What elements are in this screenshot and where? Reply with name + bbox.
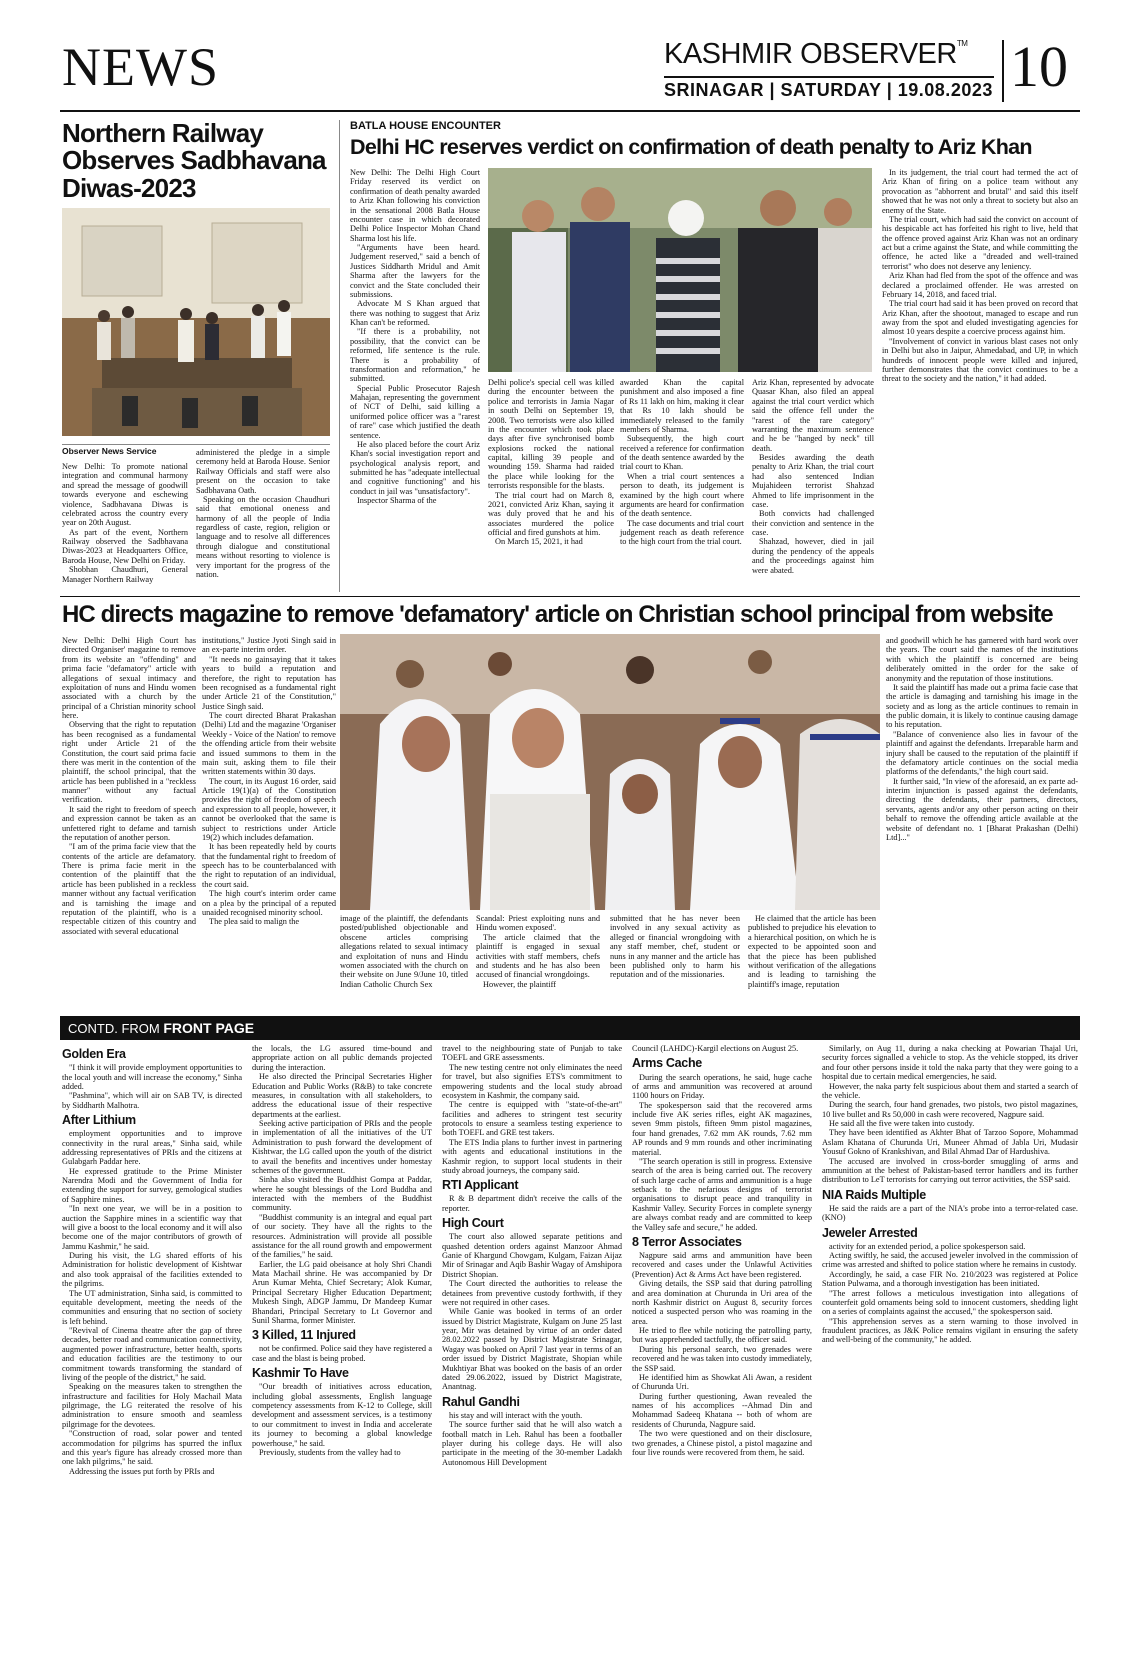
contd-subhead: Rahul Gandhi xyxy=(442,1394,520,1409)
column-divider xyxy=(339,120,340,592)
ariz-khan-escorted-photo xyxy=(488,168,872,372)
paragraph: New Delhi: To promote national integration and communal harmony and spread the message of goodwill towards everyone and eschewing violence, Sadbhavana Diwas is celebrated across the country every year on 20th August. xyxy=(62,462,188,528)
paragraph: "Our breadth of initiatives across education, including global assessments, English language competency assessments from K-12 to College, skill development and assessment services, is a testimony to our commitment to invest in India and accelerate its journey to becoming a global knowledge powerhouse," he said. xyxy=(252,1382,432,1448)
contd-subhead: Kashmir To Have xyxy=(252,1366,349,1381)
nuns-praying-photo xyxy=(340,634,880,910)
story2-column-5 xyxy=(882,168,1078,590)
paragraph: During his visit, the LG shared efforts of his Administration for holistic development of Kishtwar and also took appraisal of the facilities extended to the pilgrims. xyxy=(62,1251,242,1289)
paragraph: Addressing the issues put forth by PRIs and xyxy=(69,1466,215,1476)
dateline: SRINAGAR | SATURDAY | 19.08.2023 xyxy=(664,80,993,100)
contd-subhead: RTI Applicant xyxy=(442,1178,519,1193)
paragraph: The accused are involved in cross-border smuggling of arms and ammunition at the behest of Pakistan-based terror handlers and its further distribution to LeT terrorists for carrying out terror activities, the SSP said. xyxy=(822,1156,1078,1185)
paragraph: Advocate M S Khan argued that there was nothing to suggest that Ariz Khan can't be reformed. xyxy=(350,299,480,327)
paragraph: New Delhi: The Delhi High Court Friday reserved its verdict on confirmation of death penalty awarded to Ariz Khan following his conviction in the sensational 2008 Batla House encounter case in which decorated Delhi Police Inspector Mohan Chand Sharma lost his life. xyxy=(350,168,480,243)
paragraph: He also directed the Principal Secretaries Higher Education and Public Works (R&B) to take concrete measures, in consultation with all stakeholders, to address the educational issue of their respective departments at the earliest. xyxy=(252,1072,432,1119)
paragraph: his stay and will interact with the youth. xyxy=(449,1410,583,1420)
paragraph: He identified him as Showkat Ali Awan, a resident of Churunda Uri. xyxy=(632,1372,812,1392)
paragraph: When a trial court sentences a person to death, its judgement is examined by the high court where arguments are heard for confirmation of the death sentence. xyxy=(620,471,744,519)
paragraph: "Buddhist community is an integral and equal part of our society. They have all the rights to the resources. Administration will provide all possible assistance for the all round growth and empowerment of the families," he said. xyxy=(252,1212,432,1260)
paragraph: The article claimed that the plaintiff is engaged in sexual activities with staff members, chefs and students and he has also been accused of financial wrongdoings. xyxy=(476,932,600,980)
paragraph: Acting swiftly, he said, the accused jeweler involved in the commission of crime was arrested and shifted to police station where he remains in custody. xyxy=(822,1251,1078,1270)
paragraph: The source further said that he will also watch a football match in Leh. Rahul has been a footballer player during his college days. He will also participate in the meeting of the 30-member Ladakh Autonomous Hill Development xyxy=(442,1420,622,1467)
paragraph: institutions," Justice Jyoti Singh said in an ex-parte interim order. xyxy=(202,636,336,655)
contd-column-2 xyxy=(252,1044,432,1664)
contd-subhead: 3 Killed, 11 Injured xyxy=(252,1328,356,1343)
paragraph: It said the right to freedom of speech and expression cannot be taken as an unfettered right to defame and tarnish the reputation of another person. xyxy=(62,804,196,842)
story1-column-1 xyxy=(62,462,188,590)
paragraph: The spokesperson said that the recovered arms include five AK series rifles, eight AK magazines, seven 9mm pistols, fifteen 9mm pistol magazines, four hand grenades, 7.62 mm AK rounds, 7.62 mm AP rounds and 9 mm rounds and other incriminating material. xyxy=(632,1100,812,1157)
paragraph: Special Public Prosecutor Rajesh Mahajan, representing the government of NCT of Delhi, said killing a uniformed police officer was a "rarest of rare" case which justified the death sentence. xyxy=(350,383,480,440)
paragraph: "The arrest follows a meticulous investigation into allegations of counterfeit gold ornaments being sold to innocent customers, shedding light on a series of complaints against the accused," the spokesperson said. xyxy=(822,1288,1078,1317)
paragraph: The case documents and trial court judgement reach as death reference to the high court from the trial court. xyxy=(620,518,744,547)
paragraph: The Court directed the authorities to release the detainees from preventive custody forthwith, if they were not required in other cases. xyxy=(442,1279,622,1307)
paragraph: Speaking on the occasion Chaudhuri said that emotional oneness and harmony of all the people of India regardless of caste, region, religion or language and to resolve all differences through dialogue and constitutional means without resorting to violence is very important for the progress of the nation. xyxy=(196,494,330,579)
paragraph: travel to the neighbouring state of Punjab to take TOEFL and GRE assessments. xyxy=(442,1044,622,1063)
paragraph: Seeking active participation of PRIs and the people in implementation of all the initiatives of the UT Administration to push forward the development of Kishtwar, the LG called upon the youth of the district to avail the benefits and incentives under homestay schemes of the government. xyxy=(252,1119,432,1175)
paragraph: The trial court had on March 8, 2021, convicted Ariz Khan, saying it was duly proved that he and his associates murdered the police official and fired gunshots at him. xyxy=(488,490,614,537)
paragraph: not be confirmed. Police said they have registered a case and the blast is being probed. xyxy=(252,1344,432,1363)
paragraph: During the search, four hand grenades, two pistols, two pistol magazines, 10 live bullet and Rs 50,000 in cash were recovered, Nagpure said. xyxy=(822,1100,1078,1119)
paragraph: Delhi police's special cell was killed during the encounter between the police and terrorists in Jamia Nagar in south Delhi on September 19, 2008. Two terrorists were also killed in the encounter which took place days after five synchronised bomb explosions rocked the national capital, killing 39 people and wounding 159. Sharma had raided the place while looking for the terrorists responsible for the blasts. xyxy=(488,378,614,491)
newspaper-brand xyxy=(664,40,998,69)
paragraph: The trial court had said it has been proved on record that Ariz Khan, after the shootout, managed to escape and run away from the spot and eluded investigating agencies for almost 10 years despite a coercive process against him. xyxy=(882,299,1078,337)
story3-column-5b xyxy=(748,914,876,1010)
paragraph: "Balance of convenience also lies in favour of the plaintiff and against the defendants. Irreparable harm and injury shall be caused to the reputation of the plaintiff if the defamatory article continues on the social media platforms of the defendants," the high court said. xyxy=(886,729,1078,777)
paragraph: As part of the event, Northern Railway observed the Sadbhavana Diwas-2023 at Headquarters Office, Baroda House, New Delhi on Friday. xyxy=(62,527,188,565)
paragraph: image of the plaintiff, the defendants posted/published objectionable and obscene articles comprising allegations related to sexual intimacy and exploitation of nuns and Hindu women associated with the church on their website on June 9/June 10, titled Indian Catholic Church Sex xyxy=(340,914,468,989)
paragraph: The court, in its August 16 order, said Article 19(1)(a) of the Constitution provides the right of freedom of speech and expression to all people, however, it cannot be overlooked that the same is subject to restrictions under Article 19(2) which includes defamation. xyxy=(202,776,336,842)
paragraph: However, the plaintiff xyxy=(483,979,557,989)
paragraph: While Ganie was booked in terms of an order issued by District Magistrate, Kulgam on June 25 last year, Mir was detained by virtue of an order dated 28.02.2022 passed by District Magistrate Srinagar, Wagay was booked on April 7 last year in terms of an order issued by District Magistrate, Shopian while Mukhtiyar Bhat was booked on the basis of an order dated 29.06.2022, issued by District Magistrate, Anantnag. xyxy=(442,1307,622,1392)
paragraph: He expressed gratitude to the Prime Minister Narendra Modi and the Government of India for extending the support for survey, gemological studies of Sapphire mines. xyxy=(62,1166,242,1204)
paragraph: Speaking on the measures taken to strengthen the infrastructure and facilities for Holy Machail Mata pilgrimage, the LG reiterated the resolve of his administration to ensure smooth and seamless pilgrimage for the devotees. xyxy=(62,1382,242,1429)
paragraph: Shahzad, however, died in jail during the pendency of the appeals and the proceedings against him were abated. xyxy=(752,537,874,575)
paragraph: The court also allowed separate petitions and quashed detention orders against Manzoor Ahmad Ganie of Khargund Chowgam, Kulgam, Faizan Aijaz Mir of Srinagar and Aqib Bashir Wagay of Amshipora District Shopian. xyxy=(442,1232,622,1279)
paragraph: Earlier, the LG paid obeisance at holy Shri Chandi Mata Machail shrine. He was accompanied by Dr Arun Kumar Mehta, Chief Secretary; Alok Kumar, Principal Secretary Higher Education Department; Mukesh Singh, ADGP Jammu, Dr Mandeep Kumar Bhandari, Principal Secretary to Lt Governor and Sunil Sharma, former Minister. xyxy=(252,1259,432,1325)
paragraph: He said the raids are a part of the NIA's probe into a terror-related case. (KNO) xyxy=(822,1203,1078,1223)
contd-column-4 xyxy=(632,1044,812,1664)
paragraph: "Involvement of convict in various blast cases not only in Delhi but also in Jaipur, Ahmedabad, and UP, in which hundreds of innocent people were killed and injured, further demonstrates that the convict continues to be a threat to the society and the nation," it had added. xyxy=(882,336,1078,384)
paragraph: "This apprehension serves as a stern warning to those involved in fraudulent practices, as J&K Police remains vigilant in ensuring the safety and well-being of the community," he added. xyxy=(822,1316,1078,1345)
paragraph: He tried to flee while noticing the patrolling party, but was apprehended tactfully, the officer said. xyxy=(632,1326,812,1345)
paragraph: "Pashmina", which will air on SAB TV, is directed by Siddharth Malhotra. xyxy=(62,1091,242,1110)
paragraph: R & B department didn't receive the calls of the reporter. xyxy=(442,1194,622,1213)
paragraph: The centre is equipped with "state-of-the-art" facilities and adheres to stringent test security protocols to ensure a seamless testing experience to both TOEFL and GRE test takers. xyxy=(442,1100,622,1138)
paragraph: New Delhi: Delhi High Court has directed Organiser' magazine to remove from its website an "offending" and prima facie "defamatory" article with allegations of sexual intimacy and exploitation of nuns and Hindu women associated with a church by the principal of a Christian minority school here. xyxy=(62,636,196,720)
paragraph: The high court's interim order came on a plea by the principal of a reputed unaided recognised minority school. xyxy=(202,889,336,917)
contd-subhead: NIA Raids Multiple xyxy=(822,1187,926,1202)
paragraph: Nagpure said arms and ammunition have been recovered and cases under the Unlawful Activities (Prevention) Act & Arms Act have been registered. xyxy=(632,1251,812,1279)
paragraph: He claimed that the article has been published to prejudice his elevation to a hierarchical position, on which he is expected to be appointed soon and that the piece has been published without verification of the allegations and is leading to tarnishing the plaintiff's image, reputation xyxy=(748,914,876,989)
contd-prefix: CONTD. FROM xyxy=(68,1021,160,1036)
paragraph: submitted that he has never been involved in any sexual activity as alleged or financial wrongdoing with any staff member, chef, student or nuns in any manner and the article has been published only to harm his reputation and of the missionaries. xyxy=(610,914,740,980)
paragraph: They have been identified as Akhter Bhat of Tarzoo Sopore, Mohammad Aslam Khatana of Churunda Uri, Muneer Ahmad of Jabla Uri, Mudasir Yousuf Gokno of Krankshivan, and Bilal Ahmad Dar of Hardushiva. xyxy=(822,1128,1078,1157)
paragraph: The court directed Bharat Prakashan (Delhi) Ltd and the magazine 'Organiser Weekly - Voice of the Nation' to remove the offending article from their website and issued summons to them in the main suit, asking them to file their written statements within 30 days. xyxy=(202,711,336,777)
page-number: 10 xyxy=(1010,34,1068,99)
brand-rule xyxy=(664,76,994,78)
contd-subhead: High Court xyxy=(442,1216,504,1231)
paragraph: During further questioning, Awan revealed the names of his accomplices --Ahmad Din and Mohammad Sadeeq Khatana -- both of whom are residents of Churunda, Nagpure said. xyxy=(632,1391,812,1429)
story3-column-4b xyxy=(610,914,740,1010)
paragraph: However, the naka party felt suspicious about them and started a search of the vehicle. xyxy=(822,1081,1078,1100)
paragraph: Ariz Khan, represented by advocate Quasar Khan, also filed an appeal against the trial court verdict which said the offence fell under the "rarest of the rare category" warranting the maximum sentence and he be "hanged by neck" till death. xyxy=(752,378,874,453)
paragraph: Council (LAHDC)-Kargil elections on August 25. xyxy=(632,1044,799,1053)
section-label: NEWS xyxy=(62,37,219,97)
story2-column-3 xyxy=(620,378,744,590)
paragraph: "It needs no gainsaying that it takes years to build a reputation and therefore, the right to reputation has been recognised as a fundamental right under Article 21 of the Constitution," Justice Singh said. xyxy=(202,654,336,711)
paragraph: the locals, the LG assured time-bound and appropriate action on all public demands projected during the interaction. xyxy=(252,1044,432,1072)
paragraph: Shobhan Chaudhuri, General Manager Northern Railway xyxy=(62,565,188,584)
paragraph: The new testing centre not only eliminates the need for travel, but also signifies ETS's commitment to empowering students and the local study abroad ecosystem in Kashmir, the company said. xyxy=(442,1062,622,1100)
story2-column-2 xyxy=(488,378,614,590)
story3-headline: HC directs magazine to remove 'defamatory' article on Christian school principal from website xyxy=(62,601,1053,628)
paragraph: "Revival of Cinema theatre after the gap of three decades, better road and communication connectivity, augmented power infrastructure, better health, sports and education facilities are the testimony to our commitment towards transforming the standard of living of the people of the district," he said. xyxy=(62,1326,242,1382)
brand-name: KASHMIR OBSERVER xyxy=(664,38,957,70)
paragraph: Inspector Sharma of the xyxy=(357,496,437,506)
paragraph: "I think it will provide employment opportunities to the local youth and will increase the economy," Sinha added. xyxy=(62,1063,242,1091)
paragraph: and goodwill which he has garnered with hard work over the years. The court said the names of the institutions with which the plaintiff is concerned are being deliberately omitted in the order for the sake of anonymity and the reputation of those institutions. xyxy=(886,636,1078,683)
paragraph: Subsequently, the high court received a reference for confirmation of the death sentence awarded by the trial court to Khan. xyxy=(620,434,744,472)
paragraph: awarded Khan the capital punishment and also imposed a fine of Rs 11 lakh on him, making it clear that Rs 10 lakh should be immediately released to the family members of Sharma. xyxy=(620,378,744,434)
paragraph: The UT administration, Sinha said, is committed to equitable development, meeting the needs of the communities and ensuring that no section of society is left behind. xyxy=(62,1288,242,1326)
page-number-divider xyxy=(1002,40,1004,102)
paragraph: During the search operations, he said, huge cache of arms and ammunition was recovered at around 1100 hours on Friday. xyxy=(632,1072,812,1101)
story3-column-1 xyxy=(62,636,196,1010)
paragraph: Both convicts had challenged their conviction and sentence in the case. xyxy=(752,509,874,537)
paragraph: The ETS India plans to further invest in partnering with agents and educational institutions in the Kashmir region, to support local students in their study abroad journeys, the company said. xyxy=(442,1137,622,1175)
paragraph: The trial court, which had said the convict on account of his despicable act has forfeited his right to live, held that the offence proved against Ariz Khan was not an ordinary act but a crime against the State, and while committing the offence, he acted like a "dreaded and well-trained terrorist" who does not deserve any leniency. xyxy=(882,214,1078,271)
paragraph: Scandal: Priest exploiting nuns and Hindu women exposed'. xyxy=(476,914,600,933)
paragraph: Similarly, on Aug 11, during a naka checking at Powarian Thajal Uri, security forces signalled a vehicle to stop. As the vehicle stopped, its driver and four other persons inside it told the naka party that they were going to a hospital due to certain medical emergencies, he said. xyxy=(822,1044,1078,1082)
story2-column-1 xyxy=(350,168,480,590)
story1-byline: Observer News Service xyxy=(62,446,157,456)
story1-rule xyxy=(62,444,330,445)
contd-subhead: Arms Cache xyxy=(632,1056,702,1071)
story3-column-2b xyxy=(340,914,468,1010)
paragraph: "I am of the prima facie view that the contents of the article are defamatory. There is prima facie merit in the contention of the plaintiff that the article has been published in a reckless manner without any factual verification and is tarnishing the image and reputation of the plaintiff, who is a respectable citizen of this country and associated with several educational xyxy=(62,842,196,936)
contd-banner-text xyxy=(68,1020,254,1036)
story3-column-6 xyxy=(886,636,1078,1010)
paragraph: "The search operation is still in progress. Extensive search of the area is being carried out. The recovery of such large cache of arms and ammunition is a huge setback to the nefarious designs of terrorist organisations to disrupt peace and tranquility in Kashmir Valley. Security Forces in complete synergy are always combat ready and are committed to keep the Valley safe and secure," he added. xyxy=(632,1156,812,1232)
railway-pledge-ceremony-photo xyxy=(62,208,330,436)
story1-headline: Northern Railway Observes Sadbhavana Diwas-2023 xyxy=(62,118,326,203)
paragraph: "If there is a probability, not possibility, that the convict can be reformed, life sentence is the rule. There is a probability of transformation and reformation," he submitted. xyxy=(350,327,480,384)
paragraph: In its judgement, the trial court had termed the act of Ariz Khan of firing on a police team without any provocation as "abhorrent and brutal" and said this itself showed that he was not only a threat to society but also an enemy of the State. xyxy=(882,168,1078,215)
story3-column-2a xyxy=(202,636,336,927)
story2-headline: Delhi HC reserves verdict on confirmation of death penalty to Ariz Khan xyxy=(350,135,1032,159)
contd-label: FRONT PAGE xyxy=(163,1020,255,1036)
story1-column-2 xyxy=(196,448,330,590)
contd-subhead: Golden Era xyxy=(62,1047,126,1061)
paragraph: administered the pledge in a simple ceremony held at Baroda House. Senior Railway Officials and staff were also present on the occasion to take Sadbhavana Oath. xyxy=(196,448,330,495)
contd-column-3 xyxy=(442,1044,622,1664)
contd-subhead: 8 Terror Associates xyxy=(632,1234,742,1249)
paragraph: During his personal search, two grenades were recovered and he was taken into custody immediately, the SSP said. xyxy=(632,1344,812,1373)
paragraph: "Construction of road, solar power and tented accommodation for pilgrims has spurred the influx and this year's figure has already crossed more than one lakh pilgrims," he said. xyxy=(62,1429,242,1467)
masthead-rule xyxy=(60,110,1080,112)
paragraph: employment opportunities and to improve connectivity in the rural areas," Sinha said, while addressing representatives of PRIs and the citizens at Gulabgarh Paddar here. xyxy=(62,1129,242,1167)
paragraph: Sinha also visited the Buddhist Gompa at Paddar, where he sought blessings of the Lord Buddha and interacted with the members of the Buddhist community. xyxy=(252,1175,432,1213)
contd-subhead: After Lithium xyxy=(62,1113,136,1127)
trademark-mark: TM xyxy=(956,39,968,48)
paragraph: Accordingly, he said, a case FIR No. 210/2023 was registered at Police Station Pulwama, and a thorough investigation has been initiated. xyxy=(822,1269,1078,1289)
paragraph: Giving details, the SSP said that during patrolling and area domination at Churunda in Uri area of the north Kashmir district on August 8, security forces noticed a suspected person who was roaming in the area. xyxy=(632,1279,812,1326)
paragraph: He said all the five were taken into custody. xyxy=(829,1119,975,1128)
contd-column-1 xyxy=(62,1044,242,1664)
paragraph: On March 15, 2021, it had xyxy=(495,537,583,547)
paragraph: Previously, students from the valley had to xyxy=(259,1447,401,1457)
contd-column-5 xyxy=(822,1044,1078,1664)
paragraph: It further said, "In view of the aforesaid, an ex parte ad-interim injunction is passed against the defendants, directing the defendants, their partners, directors, servants, agents and/or any other person acting on their behalf to remove the offending article available at the website of defendant no. 1 [Bharat Prakashan (Delhi) Ltd]..." xyxy=(886,776,1078,842)
paragraph: It said the plaintiff has made out a prima facie case that the article is damaging and tarnishing his image in the society and as long as the article continues to remain in the public domain, it is likely to continue causing damage to his reputation. xyxy=(886,682,1078,730)
paragraph: He also placed before the court Ariz Khan's social investigation report and psychological analysis report, and submitted he has "adequate intellectual and cognitive functioning" and his conduct in jail was "unsatisfactory". xyxy=(350,439,480,496)
contd-subhead: Jeweler Arrested xyxy=(822,1225,918,1240)
paragraph: It has been repeatedly held by courts that the fundamental right to freedom of speech has to be counterbalanced with the right to reputation of an individual, the court said. xyxy=(202,842,336,889)
story2-column-4 xyxy=(752,378,874,590)
paragraph: Besides awarding the death penalty to Ariz Khan, the trial court had also sentenced Indian Mujahideen terrorist Shahzad Ahmed to life imprisonment in the case. xyxy=(752,453,874,509)
paragraph: Observing that the right to reputation has been recognised as a fundamental right under Article 21 of the Constitution, the court said prima facie there was merit in the contention of the plaintiff, the school principal, that the article has been published in a "reckless manner" without any factual verification. xyxy=(62,720,196,805)
paragraph: The plea said to malign the xyxy=(209,917,300,927)
paragraph: "In next one year, we will be in a position to auction the Sapphire mines in a scientific way that will give a boost to the local economy and it will also become one of the major contributors of growth of Jammu Kashmir," he said. xyxy=(62,1204,242,1251)
paragraph: Ariz Khan had fled from the spot of the offence and was declared a proclaimed offender. He was arrested on February 14, 2018, and faced trial. xyxy=(882,271,1078,299)
paragraph: "Arguments have been heard. Judgement reserved," said a bench of Justices Siddharth Mridul and Amit Sharma after the lawyers for the convict and the State concluded their submissions. xyxy=(350,243,480,299)
story2-kicker: BATLA HOUSE ENCOUNTER xyxy=(350,120,501,132)
section-rule xyxy=(60,596,1080,597)
story3-column-3b xyxy=(476,914,600,1010)
paragraph: activity for an extended period, a police spokesperson said. xyxy=(829,1241,1026,1251)
paragraph: The two were questioned and on their disclosure, two grenades, a Chinese pistol, a pistol magazine and four live rounds were recovered from them, he said. xyxy=(632,1429,812,1457)
